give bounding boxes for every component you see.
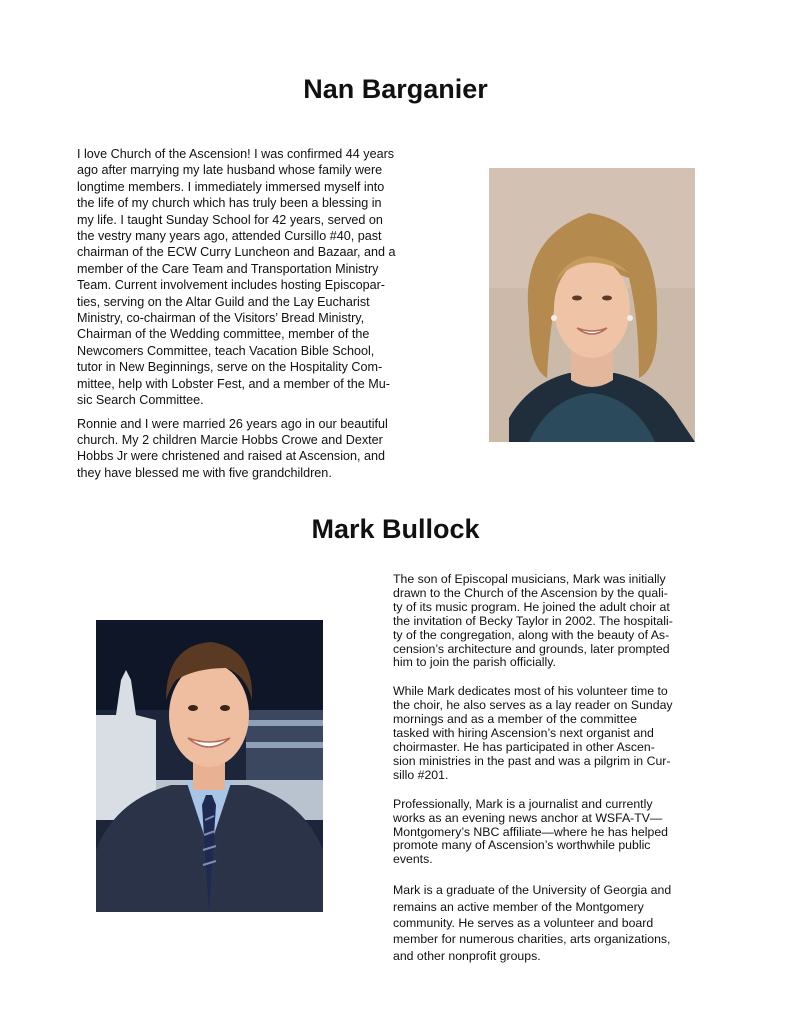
bio-line: ty of the congregation, along with the beauty of As- [393, 627, 670, 642]
bio-line: mornings and as a member of the committee [393, 712, 637, 727]
bio-paragraph [77, 146, 396, 409]
bio-line: Newcomers Committee, teach Vacation Bible School, [77, 343, 375, 358]
bio-line: sion ministries in the past and was a pilgrim in Cur- [393, 753, 671, 768]
bio-line: my life. I taught Sunday School for 42 years, served on [77, 212, 383, 227]
bio-line: tasked with hiring Ascension’s next organist and [393, 726, 654, 741]
bio-line: events. [393, 852, 433, 867]
bio-line: The son of Episcopal musicians, Mark was initially [393, 572, 666, 586]
bio-line: ty of its music program. He joined the adult choir at [393, 599, 670, 614]
bio-line: ago after marrying my late husband whose family were [77, 163, 383, 178]
bio-paragraph [393, 685, 673, 782]
bio-line: Montgomery’s NBC affiliate—where he has helped [393, 824, 669, 839]
bio-line: longtime members. I immediately immersed myself into [77, 179, 385, 194]
bio-paragraph [393, 573, 673, 670]
bio-paragraph [393, 798, 673, 868]
profile-name-mark: Mark Bullock [311, 514, 480, 544]
bio-line: him to join the parish officially. [393, 655, 556, 670]
bio-line: sic Search Committee. [77, 393, 204, 408]
bio-line: Hobbs Jr were christened and raised at Ascension, and [77, 449, 386, 464]
bio-line: member of the Care Team and Transportation Ministry [77, 261, 379, 276]
bio-line: they have blessed me with five grandchildren. [77, 465, 332, 480]
profile-bio-mark [393, 573, 673, 979]
bio-line: remains an active member of the Montgomery [393, 899, 644, 914]
bio-line: the life of my church which has truly been a blessing in [77, 196, 382, 211]
bio-line: the vestry many years ago, attended Cursillo #40, past [77, 229, 382, 244]
bio-line: choirmaster. He has participated in other Ascen- [393, 739, 655, 754]
portrait-photo-mark [96, 620, 323, 912]
bio-line: member for numerous charities, arts organizations, [393, 932, 671, 947]
bio-line: Ronnie and I were married 26 years ago in our beautiful [77, 416, 388, 431]
bio-line: sillo #201. [393, 767, 449, 782]
bio-line: and other nonprofit groups. [393, 948, 541, 963]
bio-line: cension’s architecture and grounds, later prompted [393, 641, 670, 656]
bio-line: church. My 2 children Marcie Hobbs Crowe and Dexter [77, 432, 383, 447]
bio-line: Mark is a graduate of the University of Georgia and [393, 883, 672, 898]
bio-line: chairman of the ECW Curry Luncheon and Bazaar, and a [77, 245, 396, 260]
bio-line: Professionally, Mark is a journalist and currently [393, 796, 653, 811]
bio-paragraph [77, 416, 396, 482]
bio-line: the invitation of Becky Taylor in 2002. The hospitali- [393, 613, 673, 628]
bio-paragraph [393, 882, 673, 964]
bio-line: the choir, he also serves as a lay reader on Sunday [393, 698, 673, 713]
bio-line: Chairman of the Wedding committee, member of the [77, 327, 370, 342]
profile-name-nan: Nan Barganier [303, 74, 488, 104]
bio-line: promote many of Ascension’s worthwhile public [393, 838, 651, 853]
bio-line: I love Church of the Ascension! I was confirmed 44 years [77, 147, 395, 161]
bio-line: ties, serving on the Altar Guild and the Lay Eucharist [77, 294, 370, 309]
portrait-photo-nan [489, 168, 695, 442]
bio-line: works as an evening news anchor at WSFA-TV— [393, 810, 663, 825]
profile-bio-nan [77, 146, 396, 488]
bio-line: tutor in New Beginnings, serve on the Hospitality Com- [77, 360, 383, 375]
bio-line: Ministry, co-chairman of the Visitors’ Bread Ministry, [77, 311, 365, 326]
bio-line: mittee, help with Lobster Fest, and a member of the Mu- [77, 376, 390, 391]
bio-line: community. He serves as a volunteer and board [393, 916, 654, 931]
bio-line: drawn to the Church of the Ascension by the quali- [393, 585, 668, 600]
bio-line: Team. Current involvement includes hosting Episcopar- [77, 278, 385, 293]
bio-line: While Mark dedicates most of his volunteer time to [393, 684, 668, 699]
